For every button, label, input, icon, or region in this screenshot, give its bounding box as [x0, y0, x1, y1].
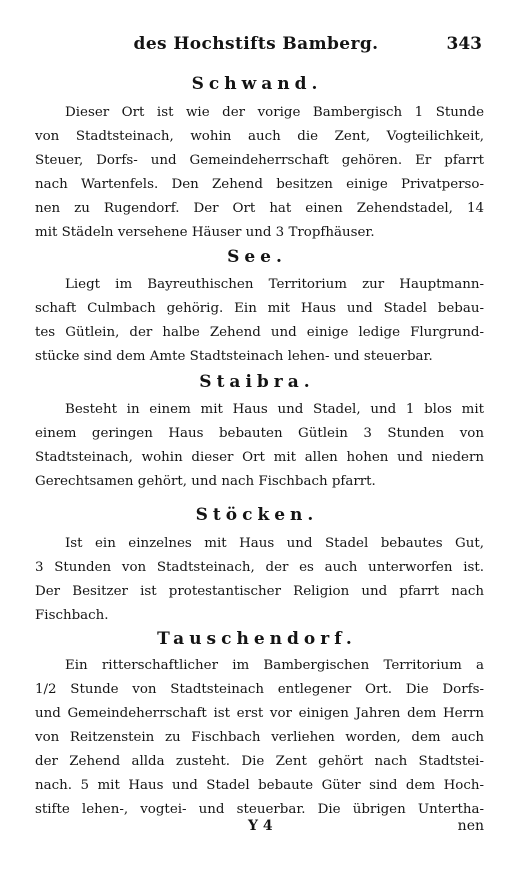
- text-line: nach Wartenfels. Den Zehend besitzen einige Privatperso-: [35, 177, 484, 192]
- text-line: stücke sind dem Amte Stadtsteinach lehen- und steuerbar.: [35, 349, 433, 364]
- text-line: Ein ritterschaftlicher im Bambergischen Territorium a: [65, 658, 484, 673]
- text-line: Dieser Ort ist wie der vorige Bambergisch 1 Stunde: [65, 105, 484, 120]
- entry-heading-tauschendorf: Tauschendorf.: [157, 629, 357, 649]
- text-line: Besteht in einem mit Haus und Stadel, und 1 blos mit: [65, 402, 484, 417]
- entry-heading-see: See.: [227, 247, 287, 267]
- text-line: von Reitzenstein zu Fischbach verliehen worden, dem auch: [35, 730, 484, 745]
- text-line: Liegt im Bayreuthischen Territorium zur Hauptmann-: [65, 277, 484, 292]
- signature-mark: Y 4: [248, 818, 273, 834]
- text-line: stifte lehen-, vogtei- und steuerbar. Die übrigen Untertha-: [35, 802, 484, 817]
- text-line: tes Gütlein, der halbe Zehend und einige ledige Flurgrund-: [35, 325, 484, 340]
- text-line: schaft Culmbach gehörig. Ein mit Haus und Stadel bebau-: [35, 301, 484, 316]
- entry-text-stoecken: [35, 532, 484, 628]
- text-line: Der Besitzer ist protestantischer Religion und pfarrt nach: [35, 584, 484, 599]
- entry-text-tauschendorf: [35, 654, 484, 822]
- entry-text-see: [35, 273, 484, 369]
- text-line: Stadtsteinach, wohin dieser Ort mit allen hohen und niedern: [35, 450, 484, 465]
- entry-heading-staibra: Staibra.: [199, 372, 315, 392]
- entry-text-schwand: [35, 101, 484, 245]
- text-line: nach. 5 mit Haus und Stadel bebaute Güter sind dem Hoch-: [35, 778, 484, 793]
- text-line: der Zehend allda zusteht. Die Zent gehört nach Stadtstei-: [35, 754, 484, 769]
- text-line: Fischbach.: [35, 608, 109, 623]
- text-line: mit Städeln versehene Häuser und 3 Tropfhäuser.: [35, 225, 375, 240]
- text-line: Gerechtsamen gehört, und nach Fischbach pfarrt.: [35, 474, 376, 489]
- entry-text-staibra: [35, 398, 484, 494]
- catchword: nen: [457, 818, 484, 834]
- page-header: [30, 34, 482, 58]
- text-line: Steuer, Dorfs- und Gemeindeherrschaft gehören. Er pfarrt: [35, 153, 484, 168]
- text-line: einem geringen Haus bebauten Gütlein 3 Stunden von: [35, 426, 484, 441]
- entry-heading-stoecken: Stöcken.: [195, 505, 319, 525]
- running-head: des Hochstifts Bamberg.: [133, 34, 379, 54]
- text-line: 3 Stunden von Stadtsteinach, der es auch unterworfen ist.: [35, 560, 484, 575]
- page-number: 343: [446, 34, 482, 54]
- text-line: Ist ein einzelnes mit Haus und Stadel bebautes Gut,: [65, 536, 484, 551]
- page-footer: [35, 818, 484, 842]
- text-line: von Stadtsteinach, wohin auch die Zent, Vogteilichkeit,: [35, 129, 484, 144]
- entry-heading-schwand: Schwand.: [191, 74, 323, 94]
- text-line: und Gemeindeherrschaft ist erst vor einigen Jahren dem Herrn: [35, 706, 484, 721]
- text-line: nen zu Rugendorf. Der Ort hat einen Zehendstadel, 14: [35, 201, 484, 216]
- text-line: 1/2 Stunde von Stadtsteinach entlegener Ort. Die Dorfs-: [35, 682, 484, 697]
